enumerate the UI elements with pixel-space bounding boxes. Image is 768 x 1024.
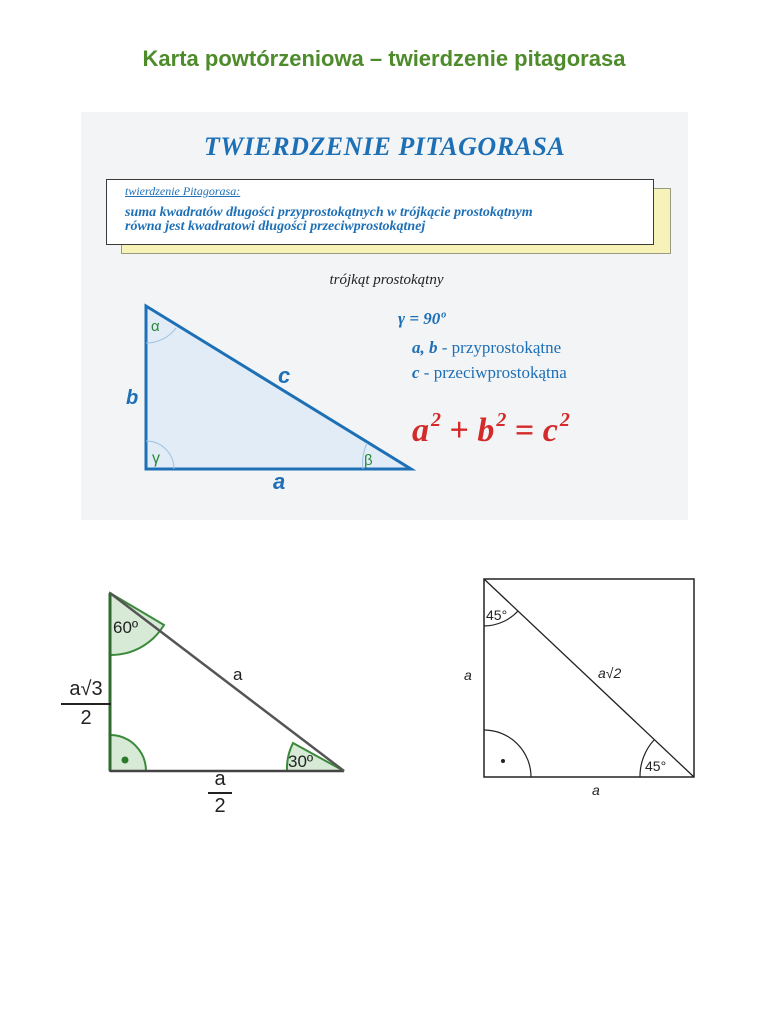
side-a-label: a [273,469,286,494]
base-numerator: a [208,768,232,794]
pythagoras-panel [81,112,688,520]
height-numerator: a√3 [61,678,111,705]
square-right-angle-dot [501,759,505,763]
note-line-1: suma kwadratów długości przyprostokątnych w trójkącie prostokątnym [125,205,533,220]
square-side-left: a [464,667,472,683]
hyp-desc: - przeciwprostokątna [419,363,567,382]
page-title: Karta powtórzeniowa – twierdzenie pitagorasa [142,46,626,71]
formula-c: c [542,412,558,449]
hypotenuse-line [412,363,567,383]
hypotenuse-label: a [233,665,243,684]
formula-exp-a: 2 [431,409,441,431]
height-denominator: 2 [80,707,92,729]
legs-line [412,338,561,358]
legs-desc: - przyprostokątne [437,338,562,357]
diagonal-label: a√2 [598,665,622,681]
pythagoras-formula [412,409,570,450]
panel-heading: TWIERDZENIE PITAGORASA [203,132,566,161]
square-angle-bottom: 45° [645,758,667,774]
triangle-caption: trójkąt prostokątny [329,272,444,288]
height-fraction [61,678,111,730]
angle-30-label: 30º [288,752,314,771]
note-line-2: równa jest kwadratowi długości przeciwprostokątnej [125,219,426,234]
right-angle-dot [122,757,129,764]
note-label: twierdzenie Pitagorasa: [125,184,241,198]
formula-eq: = [514,412,535,449]
formula-b: b [477,412,495,449]
base-fraction [208,768,232,818]
angle-gamma: γ [152,450,160,467]
formula-exp-b: 2 [496,409,507,431]
side-b-label: b [126,387,139,409]
square-angle-top: 45° [486,607,508,623]
base-denominator: 2 [214,795,226,817]
formula-a: a [412,412,429,449]
square-diagonal [484,579,694,777]
gamma-equation: γ = 90º [398,309,446,328]
formula-plus: + [449,412,469,449]
square-diagonal-diagram [464,570,730,810]
square-side-bottom: a [592,782,600,798]
legs-vars: a, b [412,338,438,357]
right-angle-arc [484,730,531,777]
right-triangle-diagram [81,112,688,520]
hyp-var: c [412,363,420,382]
side-c-label: c [278,363,291,388]
angle-60-label: 60º [113,618,139,637]
angle-90-sector [110,735,146,771]
angle-alpha: α [151,318,160,335]
formula-exp-c: 2 [559,409,570,431]
angle-beta: β [364,452,373,469]
